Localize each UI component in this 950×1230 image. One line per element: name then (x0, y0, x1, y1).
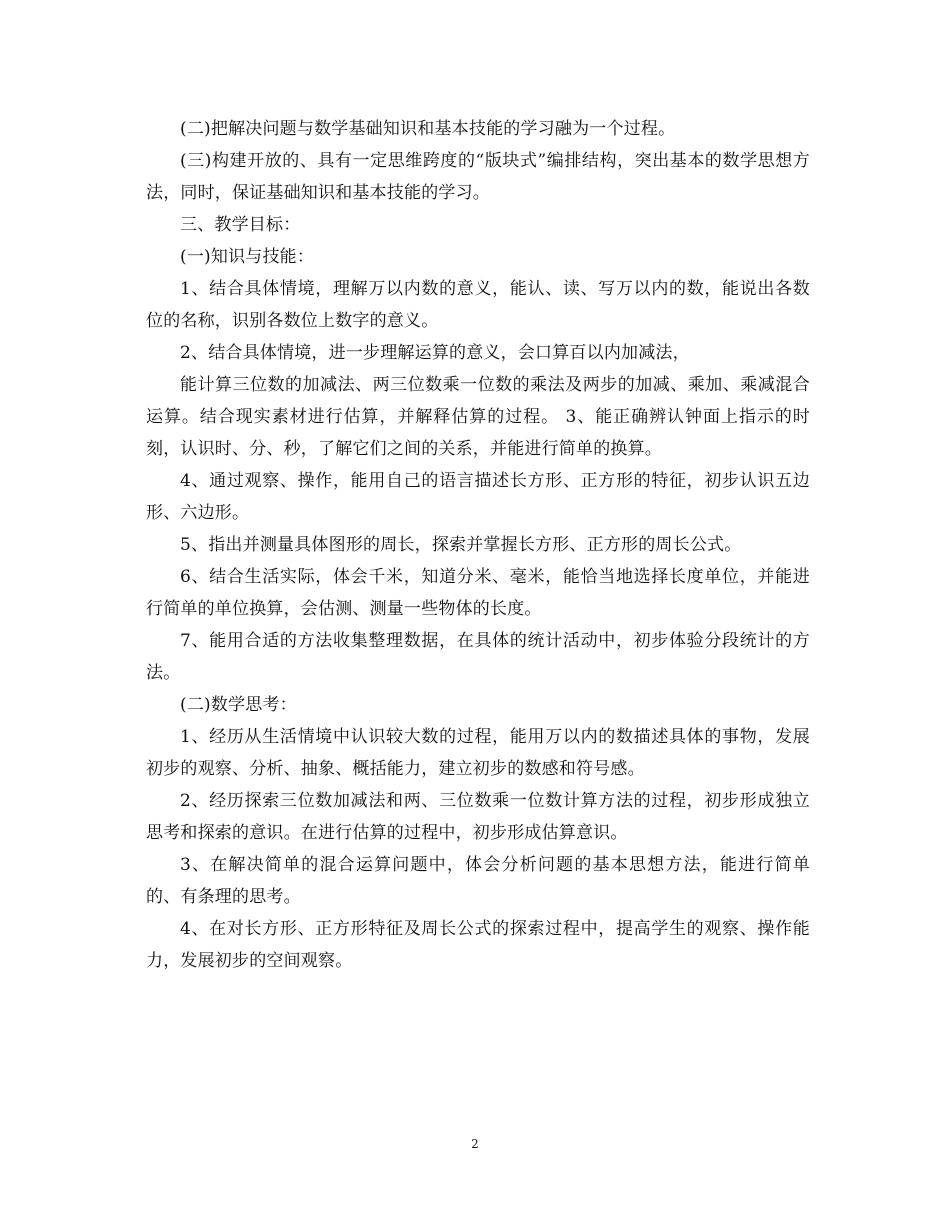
document-body (146, 113, 810, 977)
paragraph: (二)把解决问题与数学基础知识和基本技能的学习融为一个过程。 (180, 119, 676, 139)
paragraph: 4、在对长方形、正方形特征及周长公式的探索过程中，提高学生的观察、操作能力，发展初步的空间观察。 (146, 919, 810, 971)
page-number: 2 (471, 1137, 479, 1151)
subsection-heading: (二)数学思考： (180, 695, 297, 715)
paragraph: 3、在解决简单的混合运算问题中，体会分析问题的基本思想方法，能进行简单的、有条理的思考。 (146, 855, 810, 907)
section-heading: 三、教学目标： (180, 215, 301, 235)
paragraph: 4、通过观察、操作，能用自己的语言描述长方形、正方形的特征，初步认识五边形、六边形。 (146, 471, 810, 523)
paragraph: 7、能用合适的方法收集整理数据，在具体的统计活动中，初步体验分段统计的方法。 (146, 631, 810, 683)
paragraph: 1、结合具体情境，理解万以内数的意义，能认、读、写万以内的数，能说出各数位的名称，识别各数位上数字的意义。 (146, 279, 810, 331)
paragraph: 5、指出并测量具体图形的周长，探索并掌握长方形、正方形的周长公式。 (180, 535, 742, 555)
paragraph: 2、结合具体情境，进一步理解运算的意义，会口算百以内加减法， (180, 343, 690, 363)
paragraph: 能计算三位数的加减法、两三位数乘一位数的乘法及两步的加减、乘加、乘减混合运算。结合现实素材进行估算，并解释估算的过程。 3、能正确辨认钟面上指示的时刻，认识时、分、秒，了解它们之间的关系，并能进行简单的换算。 (146, 375, 810, 459)
paragraph: (三)构建开放的、具有一定思维跨度的“版块式”编排结构，突出基本的数学思想方法，同时，保证基础知识和基本技能的学习。 (146, 151, 810, 203)
subsection-heading: (一)知识与技能： (180, 247, 315, 267)
paragraph: 2、经历探索三位数加减法和两、三位数乘一位数计算方法的过程，初步形成独立思考和探索的意识。在进行估算的过程中，初步形成估算意识。 (146, 791, 810, 843)
paragraph: 1、经历从生活情境中认识较大数的过程，能用万以内的数描述具体的事物，发展初步的观察、分析、抽象、概括能力，建立初步的数感和符号感。 (146, 727, 810, 779)
paragraph: 6、结合生活实际，体会千米，知道分米、毫米，能恰当地选择长度单位，并能进行简单的单位换算，会估测、测量一些物体的长度。 (146, 567, 810, 619)
